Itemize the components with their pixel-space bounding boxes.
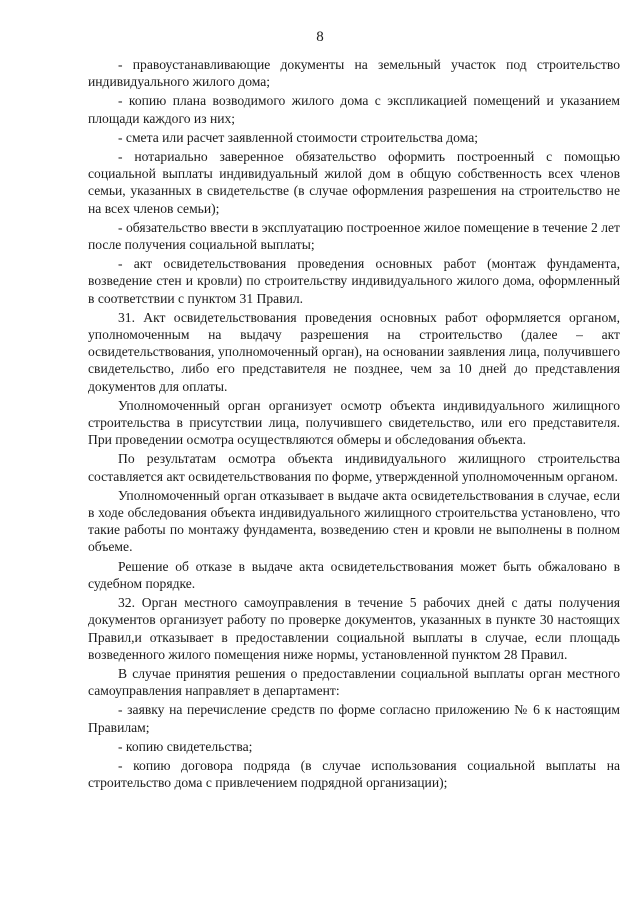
paragraph-inspection-organization: Уполномоченный орган организует осмотр объекта индивидуального жилищного строительства в присутствии лица, получившего свидетельство, или его представителя. При проведении осмотра осуществляются обмеры и обследования объекта. [88, 397, 620, 448]
document-body [88, 56, 620, 793]
paragraph-house-plan: - копию плана возводимого жилого дома с экспликацией помещений и указанием площади каждого из них; [88, 93, 620, 126]
page-number: 8 [316, 29, 324, 45]
paragraph-section-32: 32. Орган местного самоуправления в течение 5 рабочих дней с даты получения документов организует работу по проверке документов, указанных в пункте 30 настоящих Правил,и отказывает в предоставлении социальной выплаты в случае, если площадь возведенного жилого помещения ниже нормы, установленной пунктом 28 Правил. [88, 595, 620, 662]
paragraph-commissioning-obligation: - обязательство ввести в эксплуатацию построенное жилое помещение в течение 2 лет после получения социальной выплаты; [88, 219, 620, 253]
paragraph-transfer-request: - заявку на перечисление средств по форме согласно приложению № 6 к настоящим Правилам; [88, 702, 620, 735]
paragraph-refusal-appeal: Решение об отказе в выдаче акта освидетельствования может быть обжаловано в судебном порядке. [88, 558, 620, 591]
paragraph-section-31: 31. Акт освидетельствования проведения основных работ оформляется органом, уполномоченным на выдачу разрешения на строительство (далее – акт освидетельствования, уполномоченный орган), на основании заявления лица, получившего свидетельство, либо его представителя не позднее, чем за 10 дней до представления документов для оплаты. [88, 309, 620, 394]
paragraph-refusal-grounds: Уполномоченный орган отказывает в выдаче акта освидетельствования в случае, если в ходе обследования объекта индивидуального жилищного строительства установлено, что такие работы по монтажу фундамента, возведению стен и кровли не выполнены в полном объеме. [88, 487, 620, 555]
paragraph-title-documents: - правоустанавливающие документы на земельный участок под строительство индивидуального жилого дома; [88, 57, 620, 90]
paragraph-inspection-results: По результатам осмотра объекта индивидуального жилищного строительства составляется акт освидетельствования по форме, утвержденной уполномоченным органом. [88, 451, 620, 484]
paragraph-contract-copy: - копию договора подряда (в случае использования социальной выплаты на строительство дома с привлечением подрядной организации); [88, 757, 620, 791]
paragraph-notarized-obligation: - нотариально заверенное обязательство оформить построенный с помощью социальной выплаты индивидуальный жилой дом в общую собственность всех членов семьи, указанных в свидетельстве (в случае оформления разрешения на строительство не на всех членов семьи); [88, 149, 620, 216]
paragraph-estimate: - смета или расчет заявленной стоимости строительства дома; [118, 129, 479, 145]
paragraph-decision-submission: В случае принятия решения о предоставлении социальной выплаты орган местного самоуправления направляет в департамент: [88, 665, 620, 699]
paragraph-inspection-act: - акт освидетельствования проведения основных работ (монтаж фундамента, возведение стен и кровли) по строительству индивидуального жилого дома, оформленный в соответствии с пунктом 31 Правил. [88, 256, 620, 306]
paragraph-certificate-copy: - копию свидетельства; [118, 738, 253, 754]
